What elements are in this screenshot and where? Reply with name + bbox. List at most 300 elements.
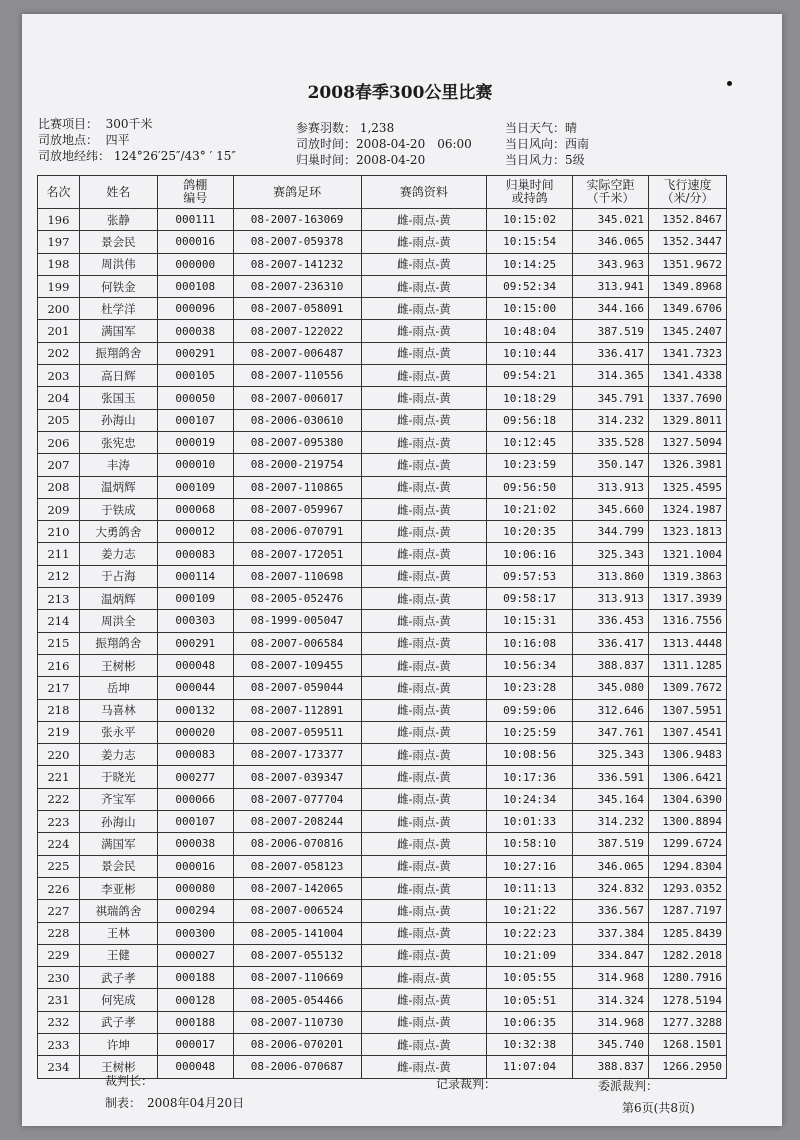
cell-name: 振翔鸽舍 bbox=[79, 632, 157, 654]
cell-name: 齐宝军 bbox=[79, 788, 157, 810]
cell-bird-info: 雌-雨点-黄 bbox=[361, 275, 487, 297]
cell-bird-info: 雌-雨点-黄 bbox=[361, 231, 487, 253]
cell-bird-info: 雌-雨点-黄 bbox=[361, 989, 487, 1011]
cell-speed: 1349.6706 bbox=[649, 298, 727, 320]
cell-arrival-time: 09:52:34 bbox=[487, 275, 573, 297]
cell-ring-number: 08-2007-142065 bbox=[233, 877, 361, 899]
cell-speed: 1277.3288 bbox=[649, 1011, 727, 1033]
cell-bird-info: 雌-雨点-黄 bbox=[361, 699, 487, 721]
cell-arrival-time: 10:23:59 bbox=[487, 454, 573, 476]
cell-distance: 313.913 bbox=[573, 588, 649, 610]
cell-name: 王健 bbox=[79, 944, 157, 966]
cell-loft-id: 000277 bbox=[157, 766, 233, 788]
cell-rank: 198 bbox=[38, 253, 80, 275]
cell-distance: 388.837 bbox=[573, 654, 649, 676]
made-by-label: 制表： 2008年04月20日 bbox=[105, 1096, 245, 1110]
cell-name: 于铁成 bbox=[79, 498, 157, 520]
cell-ring-number: 08-2007-141232 bbox=[233, 253, 361, 275]
cell-distance: 334.847 bbox=[573, 944, 649, 966]
table-header-row bbox=[38, 176, 727, 209]
cell-loft-id: 000048 bbox=[157, 1056, 233, 1078]
table-row bbox=[38, 387, 727, 409]
cell-speed: 1299.6724 bbox=[649, 833, 727, 855]
cell-speed: 1351.9672 bbox=[649, 253, 727, 275]
cell-ring-number: 08-2005-052476 bbox=[233, 588, 361, 610]
cell-rank: 211 bbox=[38, 543, 80, 565]
cell-speed: 1323.1813 bbox=[649, 521, 727, 543]
wind-dir-label: 当日风向： bbox=[505, 137, 566, 151]
cell-ring-number: 08-1999-005047 bbox=[233, 610, 361, 632]
cell-speed: 1280.7916 bbox=[649, 967, 727, 989]
table-row bbox=[38, 231, 727, 253]
cell-rank: 221 bbox=[38, 766, 80, 788]
table-row bbox=[38, 922, 727, 944]
cell-name: 于晓光 bbox=[79, 766, 157, 788]
cell-distance: 313.860 bbox=[573, 565, 649, 587]
cell-distance: 313.941 bbox=[573, 275, 649, 297]
cell-bird-info: 雌-雨点-黄 bbox=[361, 409, 487, 431]
cell-rank: 197 bbox=[38, 231, 80, 253]
table-row bbox=[38, 253, 727, 275]
cell-name: 张宪忠 bbox=[79, 431, 157, 453]
cell-ring-number: 08-2006-070816 bbox=[233, 833, 361, 855]
cell-distance: 343.963 bbox=[573, 253, 649, 275]
cell-bird-info: 雌-雨点-黄 bbox=[361, 1056, 487, 1078]
cell-distance: 314.968 bbox=[573, 1011, 649, 1033]
cell-bird-info: 雌-雨点-黄 bbox=[361, 967, 487, 989]
cell-bird-info: 雌-雨点-黄 bbox=[361, 253, 487, 275]
cell-rank: 227 bbox=[38, 900, 80, 922]
column-header-arrival-time: 归巢时间 或持鸽 bbox=[487, 176, 573, 209]
cell-arrival-time: 10:48:04 bbox=[487, 320, 573, 342]
table-row bbox=[38, 1033, 727, 1055]
table-row bbox=[38, 744, 727, 766]
ink-dot bbox=[727, 81, 732, 86]
cell-name: 王树彬 bbox=[79, 654, 157, 676]
cell-bird-info: 雌-雨点-黄 bbox=[361, 588, 487, 610]
cell-rank: 234 bbox=[38, 1056, 80, 1078]
cell-distance: 325.343 bbox=[573, 744, 649, 766]
cell-arrival-time: 10:23:28 bbox=[487, 677, 573, 699]
cell-arrival-time: 10:18:29 bbox=[487, 387, 573, 409]
cell-name: 孙海山 bbox=[79, 409, 157, 431]
cell-loft-id: 000096 bbox=[157, 298, 233, 320]
cell-bird-info: 雌-雨点-黄 bbox=[361, 209, 487, 231]
recorder-label: 记录裁判： bbox=[436, 1077, 497, 1091]
cell-rank: 223 bbox=[38, 811, 80, 833]
cell-arrival-time: 10:05:55 bbox=[487, 967, 573, 989]
cell-ring-number: 08-2000-219754 bbox=[233, 454, 361, 476]
cell-name: 景会民 bbox=[79, 855, 157, 877]
column-header-bird-info: 赛鸽资料 bbox=[361, 176, 487, 209]
cell-bird-info: 雌-雨点-黄 bbox=[361, 610, 487, 632]
cell-rank: 215 bbox=[38, 632, 80, 654]
cell-distance: 344.166 bbox=[573, 298, 649, 320]
cell-speed: 1278.5194 bbox=[649, 989, 727, 1011]
cell-ring-number: 08-2007-059511 bbox=[233, 721, 361, 743]
cell-loft-id: 000111 bbox=[157, 209, 233, 231]
cell-bird-info: 雌-雨点-黄 bbox=[361, 877, 487, 899]
cell-distance: 336.567 bbox=[573, 900, 649, 922]
cell-ring-number: 08-2007-058091 bbox=[233, 298, 361, 320]
release-place-value: 四平 bbox=[105, 133, 130, 147]
cell-ring-number: 08-2007-055132 bbox=[233, 944, 361, 966]
cell-name: 杜学洋 bbox=[79, 298, 157, 320]
cell-rank: 206 bbox=[38, 431, 80, 453]
cell-loft-id: 000038 bbox=[157, 320, 233, 342]
cell-name: 马喜林 bbox=[79, 699, 157, 721]
cell-speed: 1306.6421 bbox=[649, 766, 727, 788]
cell-distance: 312.646 bbox=[573, 699, 649, 721]
table-row bbox=[38, 833, 727, 855]
cell-loft-id: 000010 bbox=[157, 454, 233, 476]
cell-arrival-time: 10:01:33 bbox=[487, 811, 573, 833]
cell-bird-info: 雌-雨点-黄 bbox=[361, 788, 487, 810]
cell-bird-info: 雌-雨点-黄 bbox=[361, 454, 487, 476]
cell-arrival-time: 10:11:13 bbox=[487, 877, 573, 899]
birds-label: 参赛羽数： bbox=[296, 121, 357, 135]
table-row bbox=[38, 788, 727, 810]
table-row bbox=[38, 342, 727, 364]
cell-arrival-time: 10:20:35 bbox=[487, 521, 573, 543]
table-row bbox=[38, 1011, 727, 1033]
cell-bird-info: 雌-雨点-黄 bbox=[361, 855, 487, 877]
cell-ring-number: 08-2007-077704 bbox=[233, 788, 361, 810]
cell-rank: 201 bbox=[38, 320, 80, 342]
cell-speed: 1266.2950 bbox=[649, 1056, 727, 1078]
cell-rank: 222 bbox=[38, 788, 80, 810]
cell-ring-number: 08-2007-006017 bbox=[233, 387, 361, 409]
cell-arrival-time: 10:15:02 bbox=[487, 209, 573, 231]
page-title: 2008春季300公里比赛 bbox=[307, 83, 493, 103]
table-row bbox=[38, 967, 727, 989]
cell-arrival-time: 09:56:18 bbox=[487, 409, 573, 431]
cell-name: 孙海山 bbox=[79, 811, 157, 833]
cell-speed: 1293.0352 bbox=[649, 877, 727, 899]
cell-distance: 336.591 bbox=[573, 766, 649, 788]
cell-arrival-time: 10:21:22 bbox=[487, 900, 573, 922]
cell-distance: 314.232 bbox=[573, 811, 649, 833]
cell-loft-id: 000080 bbox=[157, 877, 233, 899]
cell-arrival-time: 10:21:09 bbox=[487, 944, 573, 966]
cell-name: 王林 bbox=[79, 922, 157, 944]
cell-arrival-time: 10:21:02 bbox=[487, 498, 573, 520]
cell-loft-id: 000038 bbox=[157, 833, 233, 855]
cell-speed: 1341.7323 bbox=[649, 342, 727, 364]
release-time-value: 2008-04-20 06:00 bbox=[356, 137, 472, 151]
cell-speed: 1268.1501 bbox=[649, 1033, 727, 1055]
cell-name: 丰涛 bbox=[79, 454, 157, 476]
cell-arrival-time: 10:14:25 bbox=[487, 253, 573, 275]
table-row bbox=[38, 365, 727, 387]
cell-ring-number: 08-2007-006584 bbox=[233, 632, 361, 654]
table-row bbox=[38, 476, 727, 498]
cell-rank: 204 bbox=[38, 387, 80, 409]
cell-loft-id: 000109 bbox=[157, 476, 233, 498]
cell-ring-number: 08-2007-236310 bbox=[233, 275, 361, 297]
cell-distance: 336.417 bbox=[573, 342, 649, 364]
cell-arrival-time: 10:08:56 bbox=[487, 744, 573, 766]
cell-rank: 226 bbox=[38, 877, 80, 899]
cell-rank: 203 bbox=[38, 365, 80, 387]
cell-rank: 208 bbox=[38, 476, 80, 498]
cell-name: 岳坤 bbox=[79, 677, 157, 699]
cell-speed: 1317.3939 bbox=[649, 588, 727, 610]
column-header-rank: 名次 bbox=[38, 176, 80, 209]
cell-distance: 387.519 bbox=[573, 320, 649, 342]
cell-distance: 314.365 bbox=[573, 365, 649, 387]
table-row bbox=[38, 498, 727, 520]
cell-speed: 1352.8467 bbox=[649, 209, 727, 231]
cell-arrival-time: 10:58:10 bbox=[487, 833, 573, 855]
cell-loft-id: 000300 bbox=[157, 922, 233, 944]
cell-name: 满国军 bbox=[79, 833, 157, 855]
table-row bbox=[38, 565, 727, 587]
table-row bbox=[38, 721, 727, 743]
cell-name: 王树彬 bbox=[79, 1056, 157, 1078]
cell-rank: 231 bbox=[38, 989, 80, 1011]
cell-loft-id: 000044 bbox=[157, 677, 233, 699]
cell-speed: 1282.2018 bbox=[649, 944, 727, 966]
cell-rank: 210 bbox=[38, 521, 80, 543]
cell-ring-number: 08-2006-070791 bbox=[233, 521, 361, 543]
cell-distance: 314.232 bbox=[573, 409, 649, 431]
cell-name: 姜力志 bbox=[79, 744, 157, 766]
table-row bbox=[38, 944, 727, 966]
cell-distance: 345.080 bbox=[573, 677, 649, 699]
cell-bird-info: 雌-雨点-黄 bbox=[361, 922, 487, 944]
cell-speed: 1337.7690 bbox=[649, 387, 727, 409]
table-row bbox=[38, 275, 727, 297]
wind-force-label: 当日风力： bbox=[505, 153, 566, 167]
cell-rank: 228 bbox=[38, 922, 80, 944]
cell-speed: 1349.8968 bbox=[649, 275, 727, 297]
cell-speed: 1287.7197 bbox=[649, 900, 727, 922]
cell-loft-id: 000105 bbox=[157, 365, 233, 387]
cell-arrival-time: 09:59:06 bbox=[487, 699, 573, 721]
cell-name: 武子孝 bbox=[79, 967, 157, 989]
cell-distance: 324.832 bbox=[573, 877, 649, 899]
cell-distance: 325.343 bbox=[573, 543, 649, 565]
cell-loft-id: 000128 bbox=[157, 989, 233, 1011]
cell-loft-id: 000017 bbox=[157, 1033, 233, 1055]
cell-ring-number: 08-2007-039347 bbox=[233, 766, 361, 788]
coords-value: 124°26′25″/43° ′ 15″ bbox=[113, 149, 236, 163]
cell-name: 何铁金 bbox=[79, 275, 157, 297]
cell-ring-number: 08-2007-110730 bbox=[233, 1011, 361, 1033]
cell-ring-number: 08-2006-070687 bbox=[233, 1056, 361, 1078]
cell-distance: 345.740 bbox=[573, 1033, 649, 1055]
cell-rank: 217 bbox=[38, 677, 80, 699]
table-row bbox=[38, 298, 727, 320]
cell-bird-info: 雌-雨点-黄 bbox=[361, 766, 487, 788]
cell-speed: 1307.4541 bbox=[649, 721, 727, 743]
cell-loft-id: 000083 bbox=[157, 744, 233, 766]
cell-distance: 346.065 bbox=[573, 231, 649, 253]
cell-arrival-time: 10:12:45 bbox=[487, 431, 573, 453]
cell-loft-id: 000066 bbox=[157, 788, 233, 810]
cell-loft-id: 000020 bbox=[157, 721, 233, 743]
cell-ring-number: 08-2007-006524 bbox=[233, 900, 361, 922]
cell-loft-id: 000107 bbox=[157, 811, 233, 833]
cell-speed: 1327.5094 bbox=[649, 431, 727, 453]
meta-middle bbox=[296, 120, 472, 168]
table-body bbox=[38, 209, 727, 1079]
cell-speed: 1345.2407 bbox=[649, 320, 727, 342]
cell-arrival-time: 10:24:34 bbox=[487, 788, 573, 810]
cell-bird-info: 雌-雨点-黄 bbox=[361, 721, 487, 743]
cell-rank: 209 bbox=[38, 498, 80, 520]
results-table bbox=[37, 175, 727, 1079]
cell-loft-id: 000188 bbox=[157, 1011, 233, 1033]
cell-ring-number: 08-2007-059044 bbox=[233, 677, 361, 699]
cell-ring-number: 08-2006-070201 bbox=[233, 1033, 361, 1055]
cell-ring-number: 08-2007-059967 bbox=[233, 498, 361, 520]
column-header-loft-id: 鸽棚 编号 bbox=[157, 176, 233, 209]
cell-bird-info: 雌-雨点-黄 bbox=[361, 365, 487, 387]
cell-speed: 1304.6390 bbox=[649, 788, 727, 810]
cell-rank: 214 bbox=[38, 610, 80, 632]
cell-speed: 1326.3981 bbox=[649, 454, 727, 476]
table-row bbox=[38, 900, 727, 922]
cell-speed: 1294.8304 bbox=[649, 855, 727, 877]
cell-rank: 225 bbox=[38, 855, 80, 877]
column-header-distance: 实际空距 （千米） bbox=[573, 176, 649, 209]
cell-loft-id: 000109 bbox=[157, 588, 233, 610]
cell-speed: 1316.7556 bbox=[649, 610, 727, 632]
cell-rank: 212 bbox=[38, 565, 80, 587]
table-row bbox=[38, 654, 727, 676]
cell-name: 温炳辉 bbox=[79, 476, 157, 498]
cell-distance: 345.021 bbox=[573, 209, 649, 231]
cell-arrival-time: 09:57:53 bbox=[487, 565, 573, 587]
cell-distance: 314.324 bbox=[573, 989, 649, 1011]
cell-loft-id: 000108 bbox=[157, 275, 233, 297]
table-row bbox=[38, 454, 727, 476]
cell-name: 武子孝 bbox=[79, 1011, 157, 1033]
cell-loft-id: 000107 bbox=[157, 409, 233, 431]
birds-value: 1,238 bbox=[359, 121, 395, 135]
cell-name: 高日辉 bbox=[79, 365, 157, 387]
release-place-label: 司放地点： bbox=[38, 133, 99, 147]
cell-arrival-time: 10:05:51 bbox=[487, 989, 573, 1011]
cell-distance: 345.164 bbox=[573, 788, 649, 810]
cell-bird-info: 雌-雨点-黄 bbox=[361, 476, 487, 498]
cell-bird-info: 雌-雨点-黄 bbox=[361, 654, 487, 676]
cell-arrival-time: 10:32:38 bbox=[487, 1033, 573, 1055]
cell-distance: 345.660 bbox=[573, 498, 649, 520]
cell-name: 姜力志 bbox=[79, 543, 157, 565]
cell-arrival-time: 10:10:44 bbox=[487, 342, 573, 364]
cell-rank: 196 bbox=[38, 209, 80, 231]
page-number: 第6页(共8页) bbox=[622, 1101, 695, 1115]
cell-arrival-time: 10:06:16 bbox=[487, 543, 573, 565]
cell-arrival-time: 09:58:17 bbox=[487, 588, 573, 610]
cell-rank: 205 bbox=[38, 409, 80, 431]
cell-distance: 345.791 bbox=[573, 387, 649, 409]
cell-loft-id: 000291 bbox=[157, 342, 233, 364]
cell-bird-info: 雌-雨点-黄 bbox=[361, 431, 487, 453]
cell-distance: 335.528 bbox=[573, 431, 649, 453]
cell-name: 于占海 bbox=[79, 565, 157, 587]
column-header-speed: 飞行速度 （米/分） bbox=[649, 176, 727, 209]
cell-loft-id: 000188 bbox=[157, 967, 233, 989]
cell-loft-id: 000132 bbox=[157, 699, 233, 721]
table-row bbox=[38, 209, 727, 231]
cell-bird-info: 雌-雨点-黄 bbox=[361, 632, 487, 654]
cell-name: 许坤 bbox=[79, 1033, 157, 1055]
cell-name: 何宪成 bbox=[79, 989, 157, 1011]
cell-arrival-time: 10:17:36 bbox=[487, 766, 573, 788]
cell-arrival-time: 10:15:00 bbox=[487, 298, 573, 320]
cell-speed: 1300.8894 bbox=[649, 811, 727, 833]
cell-arrival-time: 10:22:23 bbox=[487, 922, 573, 944]
cell-loft-id: 000016 bbox=[157, 231, 233, 253]
cell-distance: 336.453 bbox=[573, 610, 649, 632]
table-row bbox=[38, 811, 727, 833]
cell-bird-info: 雌-雨点-黄 bbox=[361, 833, 487, 855]
cell-rank: 230 bbox=[38, 967, 80, 989]
cell-distance: 313.913 bbox=[573, 476, 649, 498]
cell-loft-id: 000000 bbox=[157, 253, 233, 275]
cell-name: 张国玉 bbox=[79, 387, 157, 409]
column-header-name: 姓名 bbox=[79, 176, 157, 209]
cell-bird-info: 雌-雨点-黄 bbox=[361, 498, 487, 520]
cell-ring-number: 08-2007-095380 bbox=[233, 431, 361, 453]
cell-rank: 220 bbox=[38, 744, 80, 766]
cell-arrival-time: 09:54:21 bbox=[487, 365, 573, 387]
table-row bbox=[38, 320, 727, 342]
cell-loft-id: 000016 bbox=[157, 855, 233, 877]
cell-rank: 229 bbox=[38, 944, 80, 966]
cell-speed: 1325.4595 bbox=[649, 476, 727, 498]
cell-ring-number: 08-2005-141004 bbox=[233, 922, 361, 944]
release-time-label: 司放时间： bbox=[296, 137, 357, 151]
cell-speed: 1313.4448 bbox=[649, 632, 727, 654]
cell-bird-info: 雌-雨点-黄 bbox=[361, 565, 487, 587]
cell-name: 温炳辉 bbox=[79, 588, 157, 610]
coords-label: 司放地经纬： bbox=[38, 149, 111, 163]
cell-distance: 344.799 bbox=[573, 521, 649, 543]
cell-name: 祺瑞鸽舍 bbox=[79, 900, 157, 922]
cell-bird-info: 雌-雨点-黄 bbox=[361, 387, 487, 409]
cell-distance: 387.519 bbox=[573, 833, 649, 855]
cell-rank: 224 bbox=[38, 833, 80, 855]
cell-speed: 1309.7672 bbox=[649, 677, 727, 699]
wind-dir-value: 西南 bbox=[565, 137, 590, 151]
cell-loft-id: 000291 bbox=[157, 632, 233, 654]
cell-speed: 1285.8439 bbox=[649, 922, 727, 944]
table-row bbox=[38, 632, 727, 654]
cell-arrival-time: 10:25:59 bbox=[487, 721, 573, 743]
table-row bbox=[38, 855, 727, 877]
cell-bird-info: 雌-雨点-黄 bbox=[361, 521, 487, 543]
cell-name: 张静 bbox=[79, 209, 157, 231]
item-label: 比赛项目： bbox=[38, 117, 99, 131]
cell-rank: 200 bbox=[38, 298, 80, 320]
table-row bbox=[38, 409, 727, 431]
cell-speed: 1307.5951 bbox=[649, 699, 727, 721]
cell-arrival-time: 10:56:34 bbox=[487, 654, 573, 676]
cell-loft-id: 000114 bbox=[157, 565, 233, 587]
cell-distance: 337.384 bbox=[573, 922, 649, 944]
column-header-ring-number: 赛鸽足环 bbox=[233, 176, 361, 209]
cell-arrival-time: 09:56:50 bbox=[487, 476, 573, 498]
cell-speed: 1352.3447 bbox=[649, 231, 727, 253]
cell-distance: 336.417 bbox=[573, 632, 649, 654]
cell-bird-info: 雌-雨点-黄 bbox=[361, 811, 487, 833]
referee-label: 裁判长： bbox=[105, 1074, 154, 1088]
